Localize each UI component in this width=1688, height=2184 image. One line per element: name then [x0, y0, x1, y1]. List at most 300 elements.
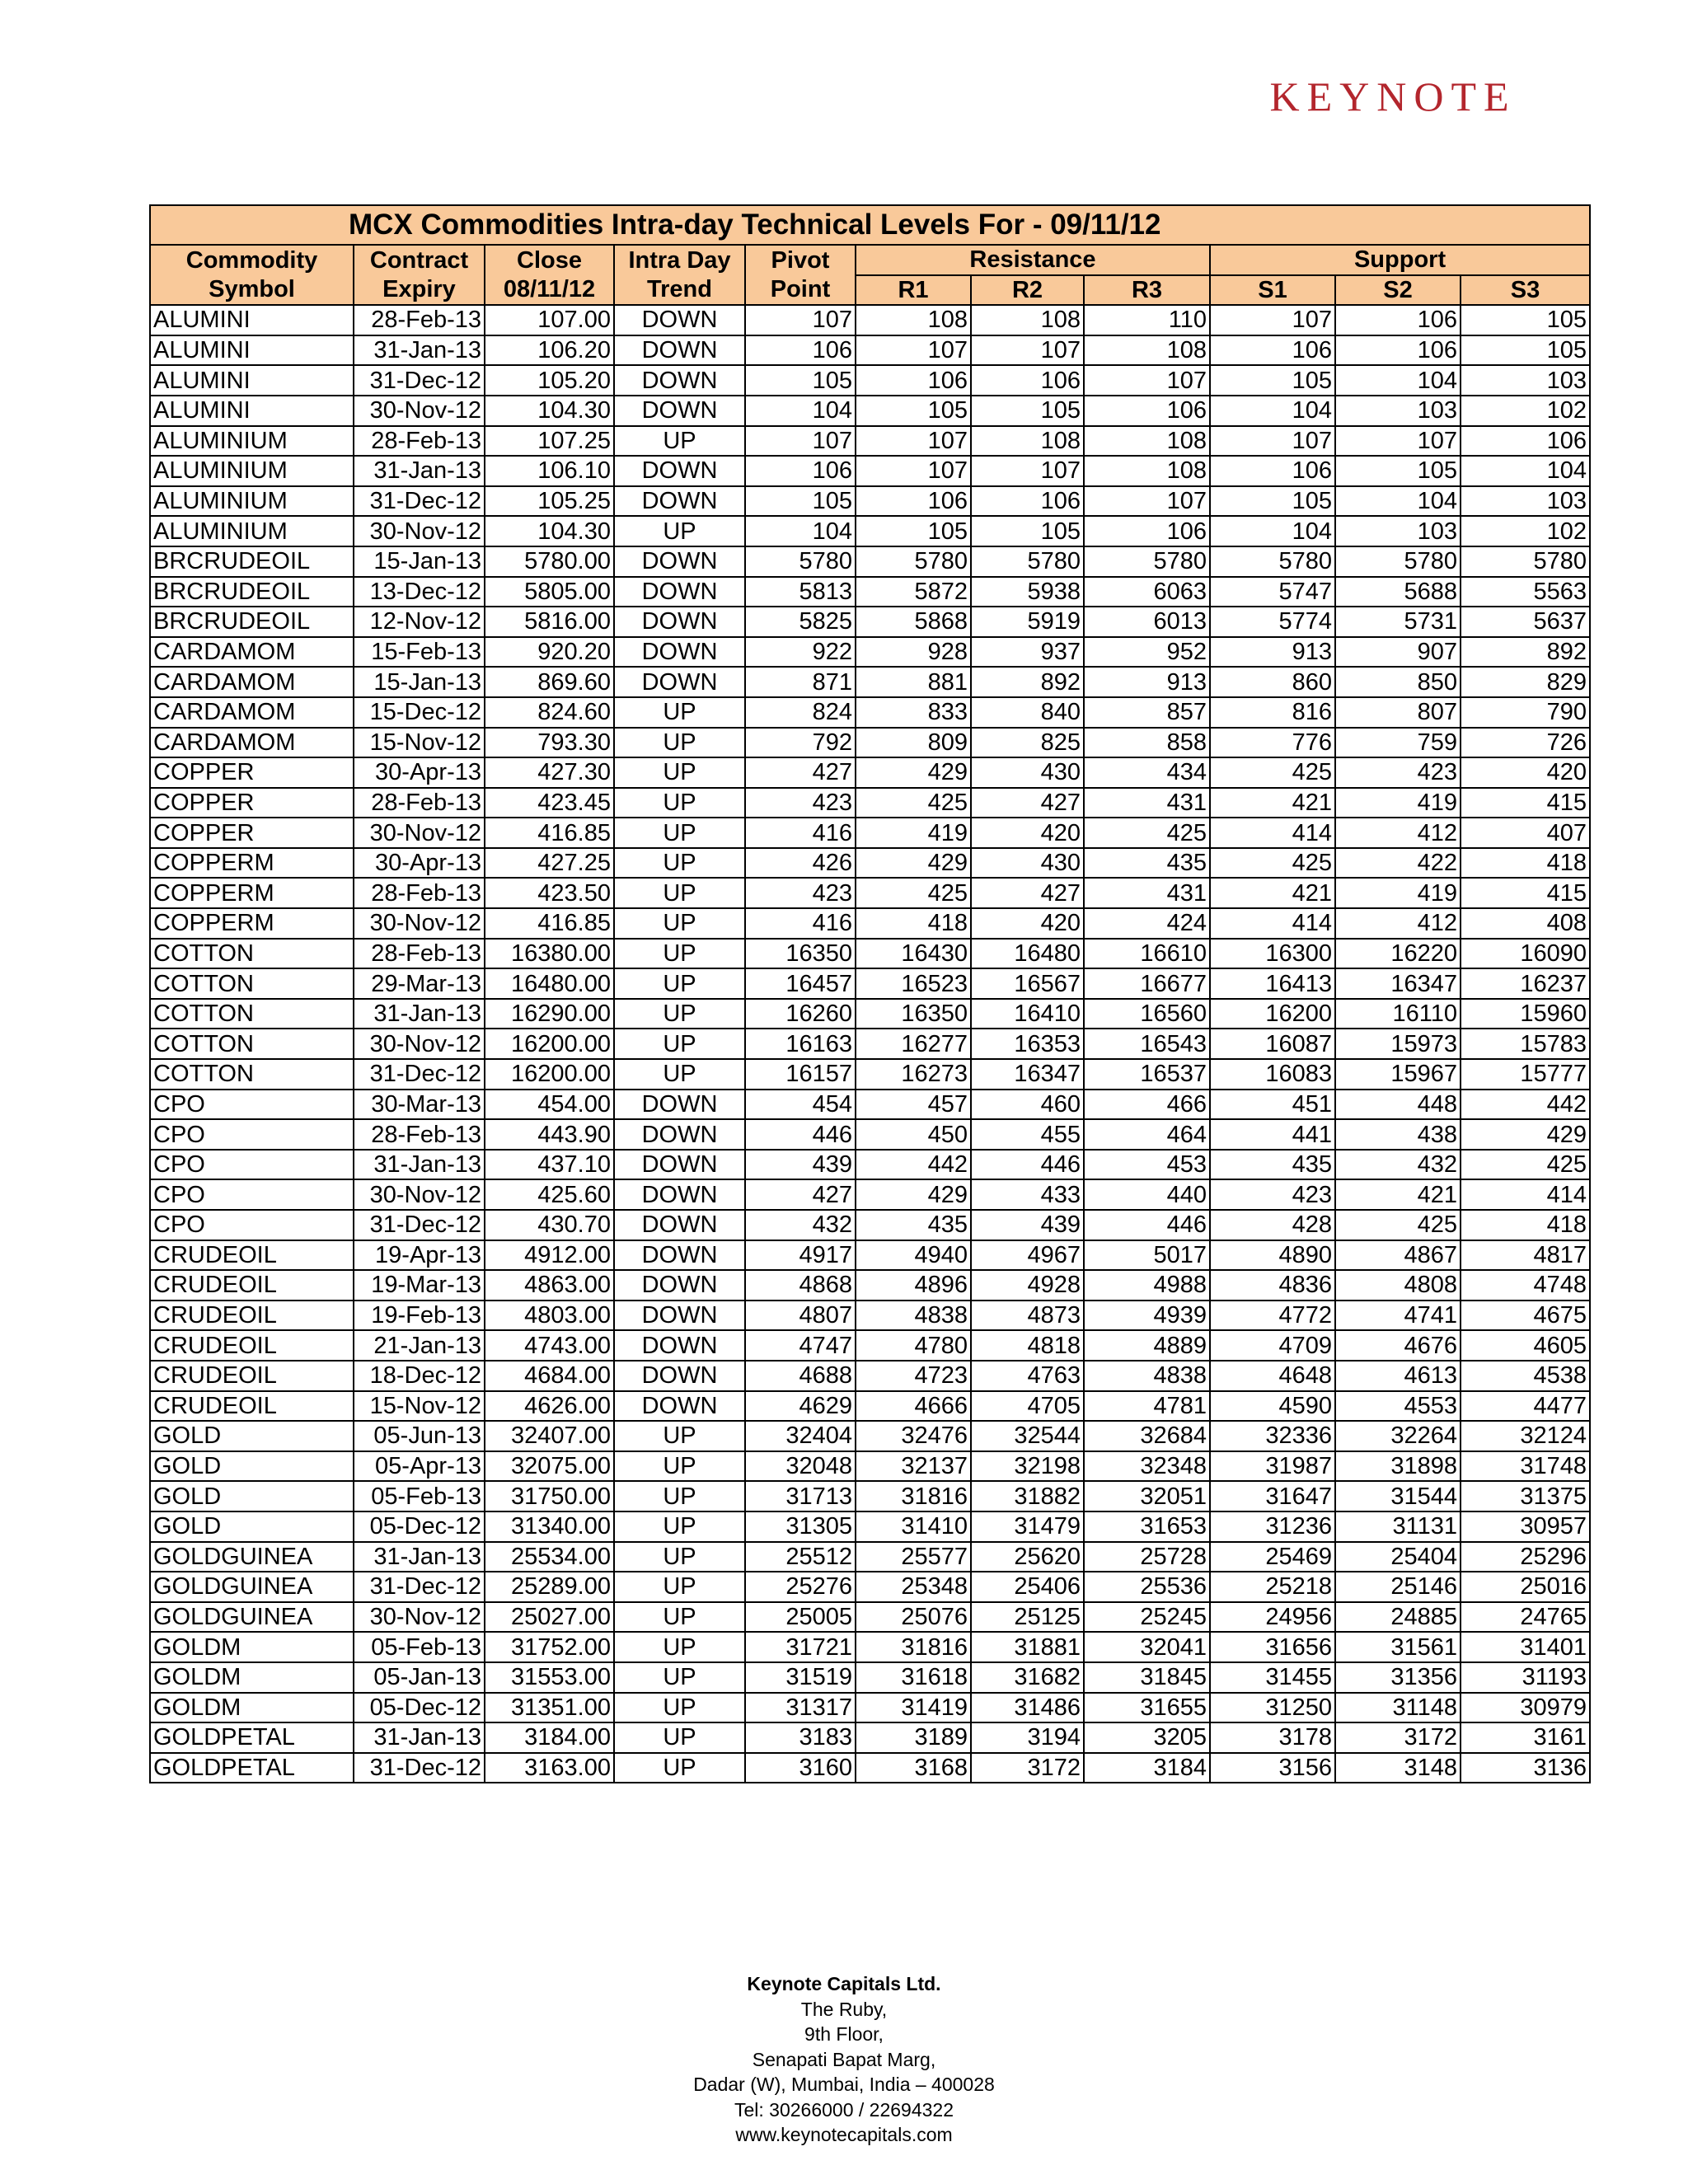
commodity-symbol-cell: CARDAMOM	[150, 728, 354, 758]
r1-cell: 4723	[856, 1361, 971, 1391]
s2-cell: 107	[1335, 426, 1461, 457]
r2-cell: 107	[971, 335, 1084, 366]
r1-cell: 418	[856, 908, 971, 939]
header-s1: S1	[1210, 275, 1335, 306]
contract-expiry-cell: 30-Nov-12	[354, 1602, 485, 1633]
close-price-cell: 416.85	[485, 908, 614, 939]
contract-expiry-cell: 05-Dec-12	[354, 1693, 485, 1723]
intraday-trend-cell: UP	[614, 1511, 745, 1542]
s1-cell: 16300	[1210, 939, 1335, 969]
intraday-trend-cell: DOWN	[614, 1301, 745, 1331]
contract-expiry-cell: 28-Feb-13	[354, 305, 485, 335]
r2-cell: 4928	[971, 1270, 1084, 1301]
r2-cell: 16347	[971, 1059, 1084, 1090]
r3-cell: 108	[1084, 335, 1210, 366]
r3-cell: 434	[1084, 757, 1210, 788]
table-row	[150, 818, 1590, 848]
s1-cell: 5747	[1210, 577, 1335, 607]
r1-cell: 4896	[856, 1270, 971, 1301]
s2-cell: 31356	[1335, 1662, 1461, 1693]
r2-cell: 16353	[971, 1029, 1084, 1059]
s3-cell: 4748	[1461, 1270, 1590, 1301]
s2-cell: 3172	[1335, 1722, 1461, 1753]
contract-expiry-cell: 31-Dec-12	[354, 1210, 485, 1240]
r2-cell: 5780	[971, 546, 1084, 577]
r3-cell: 5780	[1084, 546, 1210, 577]
close-price-cell: 104.30	[485, 516, 614, 546]
header-support: Support	[1210, 245, 1590, 275]
intraday-trend-cell: UP	[614, 1481, 745, 1511]
r1-cell: 3168	[856, 1753, 971, 1783]
table-body	[150, 305, 1590, 1783]
intraday-trend-cell: DOWN	[614, 637, 745, 668]
r1-cell: 25577	[856, 1542, 971, 1572]
s1-cell: 31987	[1210, 1451, 1335, 1482]
contract-expiry-cell: 31-Dec-12	[354, 486, 485, 517]
pivot-point-cell: 922	[745, 637, 856, 668]
s3-cell: 16237	[1461, 968, 1590, 999]
contract-expiry-cell: 19-Mar-13	[354, 1270, 485, 1301]
r2-cell: 4967	[971, 1240, 1084, 1271]
r1-cell: 32137	[856, 1451, 971, 1482]
s2-cell: 4613	[1335, 1361, 1461, 1391]
s1-cell: 25218	[1210, 1572, 1335, 1602]
s2-cell: 32264	[1335, 1421, 1461, 1451]
close-price-cell: 416.85	[485, 818, 614, 848]
close-price-cell: 3163.00	[485, 1753, 614, 1783]
commodity-symbol-cell: CRUDEOIL	[150, 1361, 354, 1391]
s3-cell: 32124	[1461, 1421, 1590, 1451]
contract-expiry-cell: 30-Nov-12	[354, 908, 485, 939]
s1-cell: 423	[1210, 1179, 1335, 1210]
s2-cell: 106	[1335, 305, 1461, 335]
commodity-symbol-cell: GOLDM	[150, 1632, 354, 1662]
r2-cell: 4873	[971, 1301, 1084, 1331]
s2-cell: 31148	[1335, 1693, 1461, 1723]
s1-cell: 107	[1210, 426, 1335, 457]
intraday-trend-cell: DOWN	[614, 305, 745, 335]
commodity-symbol-cell: GOLDPETAL	[150, 1753, 354, 1783]
s1-cell: 421	[1210, 788, 1335, 818]
r3-cell: 110	[1084, 305, 1210, 335]
header-contract: Contract	[354, 245, 485, 275]
pivot-point-cell: 105	[745, 486, 856, 517]
s2-cell: 24885	[1335, 1602, 1461, 1633]
intraday-trend-cell: DOWN	[614, 1090, 745, 1120]
s1-cell: 4648	[1210, 1361, 1335, 1391]
table-row	[150, 1632, 1590, 1662]
s3-cell: 105	[1461, 335, 1590, 366]
contract-expiry-cell: 28-Feb-13	[354, 939, 485, 969]
r1-cell: 31816	[856, 1632, 971, 1662]
s3-cell: 3161	[1461, 1722, 1590, 1753]
table-title: MCX Commodities Intra-day Technical Levels For - 09/11/12	[150, 205, 1590, 245]
r1-cell: 457	[856, 1090, 971, 1120]
intraday-trend-cell: UP	[614, 516, 745, 546]
r3-cell: 952	[1084, 637, 1210, 668]
header-commodity: Commodity	[150, 245, 354, 275]
pivot-point-cell: 106	[745, 456, 856, 486]
r3-cell: 25728	[1084, 1542, 1210, 1572]
r1-cell: 429	[856, 757, 971, 788]
table-row	[150, 848, 1590, 879]
s1-cell: 414	[1210, 818, 1335, 848]
r2-cell: 32198	[971, 1451, 1084, 1482]
commodity-symbol-cell: ALUMINI	[150, 305, 354, 335]
r2-cell: 107	[971, 456, 1084, 486]
r3-cell: 31845	[1084, 1662, 1210, 1693]
pivot-point-cell: 4747	[745, 1330, 856, 1361]
close-price-cell: 437.10	[485, 1150, 614, 1180]
r2-cell: 439	[971, 1210, 1084, 1240]
s1-cell: 107	[1210, 305, 1335, 335]
intraday-trend-cell: DOWN	[614, 667, 745, 697]
s1-cell: 25469	[1210, 1542, 1335, 1572]
pivot-point-cell: 824	[745, 697, 856, 728]
close-price-cell: 4803.00	[485, 1301, 614, 1331]
s3-cell: 4477	[1461, 1391, 1590, 1422]
r1-cell: 16430	[856, 939, 971, 969]
table-row	[150, 1662, 1590, 1693]
pivot-point-cell: 454	[745, 1090, 856, 1120]
header-expiry: Expiry	[354, 275, 485, 306]
address-line: Dadar (W), Mumbai, India – 400028	[693, 2074, 995, 2095]
r2-cell: 16410	[971, 999, 1084, 1029]
r2-cell: 5919	[971, 607, 1084, 637]
commodity-symbol-cell: COTTON	[150, 968, 354, 999]
s2-cell: 103	[1335, 396, 1461, 426]
pivot-point-cell: 106	[745, 335, 856, 366]
contract-expiry-cell: 31-Jan-13	[354, 1150, 485, 1180]
pivot-point-cell: 107	[745, 426, 856, 457]
s2-cell: 16347	[1335, 968, 1461, 999]
pivot-point-cell: 16350	[745, 939, 856, 969]
r3-cell: 31653	[1084, 1511, 1210, 1542]
r3-cell: 16543	[1084, 1029, 1210, 1059]
s1-cell: 4890	[1210, 1240, 1335, 1271]
s1-cell: 913	[1210, 637, 1335, 668]
s1-cell: 4836	[1210, 1270, 1335, 1301]
close-price-cell: 32075.00	[485, 1451, 614, 1482]
r2-cell: 892	[971, 667, 1084, 697]
r1-cell: 809	[856, 728, 971, 758]
header-pivot: Pivot	[745, 245, 856, 275]
contract-expiry-cell: 05-Jun-13	[354, 1421, 485, 1451]
intraday-trend-cell: DOWN	[614, 1119, 745, 1150]
pivot-point-cell: 16157	[745, 1059, 856, 1090]
r1-cell: 31419	[856, 1693, 971, 1723]
r3-cell: 6013	[1084, 607, 1210, 637]
s1-cell: 31250	[1210, 1693, 1335, 1723]
table-row	[150, 1542, 1590, 1572]
s2-cell: 438	[1335, 1119, 1461, 1150]
s3-cell: 726	[1461, 728, 1590, 758]
pivot-point-cell: 5780	[745, 546, 856, 577]
r1-cell: 429	[856, 848, 971, 879]
s2-cell: 4808	[1335, 1270, 1461, 1301]
commodity-symbol-cell: ALUMINIUM	[150, 516, 354, 546]
s2-cell: 15967	[1335, 1059, 1461, 1090]
intraday-trend-cell: UP	[614, 1029, 745, 1059]
contract-expiry-cell: 18-Dec-12	[354, 1361, 485, 1391]
s1-cell: 104	[1210, 516, 1335, 546]
close-price-cell: 920.20	[485, 637, 614, 668]
close-price-cell: 423.45	[485, 788, 614, 818]
s1-cell: 4709	[1210, 1330, 1335, 1361]
pivot-point-cell: 3160	[745, 1753, 856, 1783]
commodity-symbol-cell: COPPERM	[150, 878, 354, 908]
contract-expiry-cell: 05-Dec-12	[354, 1511, 485, 1542]
r2-cell: 420	[971, 908, 1084, 939]
pivot-point-cell: 105	[745, 365, 856, 396]
intraday-trend-cell: UP	[614, 878, 745, 908]
r3-cell: 106	[1084, 516, 1210, 546]
table-row	[150, 1179, 1590, 1210]
commodity-symbol-cell: ALUMINIUM	[150, 456, 354, 486]
r2-cell: 106	[971, 486, 1084, 517]
close-price-cell: 106.20	[485, 335, 614, 366]
intraday-trend-cell: DOWN	[614, 396, 745, 426]
commodity-symbol-cell: CRUDEOIL	[150, 1330, 354, 1361]
s3-cell: 4675	[1461, 1301, 1590, 1331]
s2-cell: 759	[1335, 728, 1461, 758]
r2-cell: 427	[971, 878, 1084, 908]
commodity-symbol-cell: ALUMINI	[150, 365, 354, 396]
r3-cell: 108	[1084, 456, 1210, 486]
pivot-point-cell: 427	[745, 1179, 856, 1210]
website-link[interactable]: www.keynotecapitals.com	[735, 2124, 953, 2145]
s2-cell: 907	[1335, 637, 1461, 668]
r1-cell: 3189	[856, 1722, 971, 1753]
pivot-point-cell: 16457	[745, 968, 856, 999]
commodity-symbol-cell: CARDAMOM	[150, 697, 354, 728]
table-row	[150, 1391, 1590, 1422]
pivot-point-cell: 3183	[745, 1722, 856, 1753]
intraday-trend-cell: UP	[614, 1059, 745, 1090]
s1-cell: 3178	[1210, 1722, 1335, 1753]
r3-cell: 440	[1084, 1179, 1210, 1210]
pivot-point-cell: 423	[745, 878, 856, 908]
address-line: Senapati Bapat Marg,	[752, 2048, 936, 2070]
commodity-symbol-cell: GOLDGUINEA	[150, 1572, 354, 1602]
table-row	[150, 516, 1590, 546]
s2-cell: 105	[1335, 456, 1461, 486]
s1-cell: 860	[1210, 667, 1335, 697]
r1-cell: 16277	[856, 1029, 971, 1059]
s1-cell: 4772	[1210, 1301, 1335, 1331]
header-symbol: Symbol	[150, 275, 354, 306]
pivot-point-cell: 446	[745, 1119, 856, 1150]
commodity-symbol-cell: CRUDEOIL	[150, 1240, 354, 1271]
r2-cell: 4818	[971, 1330, 1084, 1361]
contract-expiry-cell: 15-Feb-13	[354, 637, 485, 668]
r2-cell: 108	[971, 426, 1084, 457]
r1-cell: 4780	[856, 1330, 971, 1361]
s1-cell: 5780	[1210, 546, 1335, 577]
r3-cell: 858	[1084, 728, 1210, 758]
commodity-symbol-cell: CPO	[150, 1150, 354, 1180]
table-row	[150, 1029, 1590, 1059]
table-row	[150, 878, 1590, 908]
close-price-cell: 793.30	[485, 728, 614, 758]
r1-cell: 31618	[856, 1662, 971, 1693]
s1-cell: 414	[1210, 908, 1335, 939]
close-price-cell: 25289.00	[485, 1572, 614, 1602]
table-row	[150, 396, 1590, 426]
intraday-trend-cell: DOWN	[614, 486, 745, 517]
s3-cell: 103	[1461, 365, 1590, 396]
commodity-symbol-cell: COPPERM	[150, 848, 354, 879]
contract-expiry-cell: 15-Jan-13	[354, 667, 485, 697]
table-row	[150, 637, 1590, 668]
r2-cell: 31881	[971, 1632, 1084, 1662]
commodity-symbol-cell: CRUDEOIL	[150, 1301, 354, 1331]
close-price-cell: 106.10	[485, 456, 614, 486]
r3-cell: 424	[1084, 908, 1210, 939]
r1-cell: 106	[856, 486, 971, 517]
close-price-cell: 25027.00	[485, 1602, 614, 1633]
s1-cell: 31236	[1210, 1511, 1335, 1542]
pivot-point-cell: 427	[745, 757, 856, 788]
contract-expiry-cell: 15-Nov-12	[354, 728, 485, 758]
r3-cell: 32051	[1084, 1481, 1210, 1511]
contract-expiry-cell: 31-Jan-13	[354, 1722, 485, 1753]
s1-cell: 104	[1210, 396, 1335, 426]
table-row	[150, 607, 1590, 637]
s3-cell: 442	[1461, 1090, 1590, 1120]
s1-cell: 428	[1210, 1210, 1335, 1240]
s1-cell: 3156	[1210, 1753, 1335, 1783]
header-close: Close	[485, 245, 614, 275]
intraday-trend-cell: DOWN	[614, 546, 745, 577]
s3-cell: 102	[1461, 516, 1590, 546]
intraday-trend-cell: DOWN	[614, 1391, 745, 1422]
r3-cell: 107	[1084, 486, 1210, 517]
table-row	[150, 426, 1590, 457]
pivot-point-cell: 31713	[745, 1481, 856, 1511]
intraday-trend-cell: UP	[614, 818, 745, 848]
r3-cell: 453	[1084, 1150, 1210, 1180]
table-row	[150, 1421, 1590, 1451]
commodity-symbol-cell: ALUMINIUM	[150, 486, 354, 517]
pivot-point-cell: 16163	[745, 1029, 856, 1059]
s1-cell: 31656	[1210, 1632, 1335, 1662]
address-line: 9th Floor,	[804, 2023, 884, 2045]
s1-cell: 435	[1210, 1150, 1335, 1180]
r2-cell: 106	[971, 365, 1084, 396]
header-trend-sub: Trend	[614, 275, 745, 306]
s1-cell: 106	[1210, 335, 1335, 366]
s3-cell: 31193	[1461, 1662, 1590, 1693]
r1-cell: 107	[856, 426, 971, 457]
contract-expiry-cell: 13-Dec-12	[354, 577, 485, 607]
pivot-point-cell: 5813	[745, 577, 856, 607]
s2-cell: 3148	[1335, 1753, 1461, 1783]
r2-cell: 460	[971, 1090, 1084, 1120]
r1-cell: 881	[856, 667, 971, 697]
r2-cell: 430	[971, 757, 1084, 788]
s2-cell: 448	[1335, 1090, 1461, 1120]
s1-cell: 16413	[1210, 968, 1335, 999]
intraday-trend-cell: DOWN	[614, 1179, 745, 1210]
r3-cell: 31655	[1084, 1693, 1210, 1723]
r2-cell: 16480	[971, 939, 1084, 969]
contract-expiry-cell: 31-Jan-13	[354, 335, 485, 366]
pivot-point-cell: 25512	[745, 1542, 856, 1572]
commodity-symbol-cell: COPPERM	[150, 908, 354, 939]
commodity-symbol-cell: COTTON	[150, 1029, 354, 1059]
commodity-symbol-cell: GOLD	[150, 1511, 354, 1542]
pivot-point-cell: 31721	[745, 1632, 856, 1662]
s2-cell: 4676	[1335, 1330, 1461, 1361]
s3-cell: 102	[1461, 396, 1590, 426]
r1-cell: 419	[856, 818, 971, 848]
commodity-symbol-cell: ALUMINIUM	[150, 426, 354, 457]
pivot-point-cell: 31519	[745, 1662, 856, 1693]
close-price-cell: 31340.00	[485, 1511, 614, 1542]
close-price-cell: 443.90	[485, 1119, 614, 1150]
commodity-symbol-cell: GOLD	[150, 1481, 354, 1511]
s3-cell: 103	[1461, 486, 1590, 517]
r3-cell: 446	[1084, 1210, 1210, 1240]
intraday-trend-cell: UP	[614, 697, 745, 728]
s3-cell: 16090	[1461, 939, 1590, 969]
r2-cell: 31479	[971, 1511, 1084, 1542]
s3-cell: 5637	[1461, 607, 1590, 637]
s2-cell: 419	[1335, 788, 1461, 818]
table-row	[150, 1059, 1590, 1090]
close-price-cell: 4863.00	[485, 1270, 614, 1301]
r3-cell: 913	[1084, 667, 1210, 697]
pivot-point-cell: 416	[745, 818, 856, 848]
s3-cell: 4817	[1461, 1240, 1590, 1271]
table-row	[150, 697, 1590, 728]
s3-cell: 15783	[1461, 1029, 1590, 1059]
close-price-cell: 105.25	[485, 486, 614, 517]
s3-cell: 30957	[1461, 1511, 1590, 1542]
r1-cell: 435	[856, 1210, 971, 1240]
table-row	[150, 456, 1590, 486]
s2-cell: 807	[1335, 697, 1461, 728]
close-price-cell: 16480.00	[485, 968, 614, 999]
s2-cell: 5688	[1335, 577, 1461, 607]
pivot-point-cell: 426	[745, 848, 856, 879]
s3-cell: 829	[1461, 667, 1590, 697]
r1-cell: 32476	[856, 1421, 971, 1451]
intraday-trend-cell: UP	[614, 1421, 745, 1451]
r3-cell: 3205	[1084, 1722, 1210, 1753]
commodity-symbol-cell: BRCRUDEOIL	[150, 607, 354, 637]
contract-expiry-cell: 30-Nov-12	[354, 516, 485, 546]
s2-cell: 16220	[1335, 939, 1461, 969]
close-price-cell: 16380.00	[485, 939, 614, 969]
intraday-trend-cell: UP	[614, 939, 745, 969]
table-row	[150, 1210, 1590, 1240]
table-row	[150, 728, 1590, 758]
pivot-point-cell: 4917	[745, 1240, 856, 1271]
contract-expiry-cell: 30-Mar-13	[354, 1090, 485, 1120]
r2-cell: 433	[971, 1179, 1084, 1210]
close-price-cell: 16200.00	[485, 1029, 614, 1059]
commodity-symbol-cell: COTTON	[150, 939, 354, 969]
r3-cell: 16560	[1084, 999, 1210, 1029]
s2-cell: 423	[1335, 757, 1461, 788]
intraday-trend-cell: DOWN	[614, 1330, 745, 1361]
pivot-point-cell: 104	[745, 396, 856, 426]
contract-expiry-cell: 28-Feb-13	[354, 426, 485, 457]
s1-cell: 32336	[1210, 1421, 1335, 1451]
s2-cell: 412	[1335, 908, 1461, 939]
